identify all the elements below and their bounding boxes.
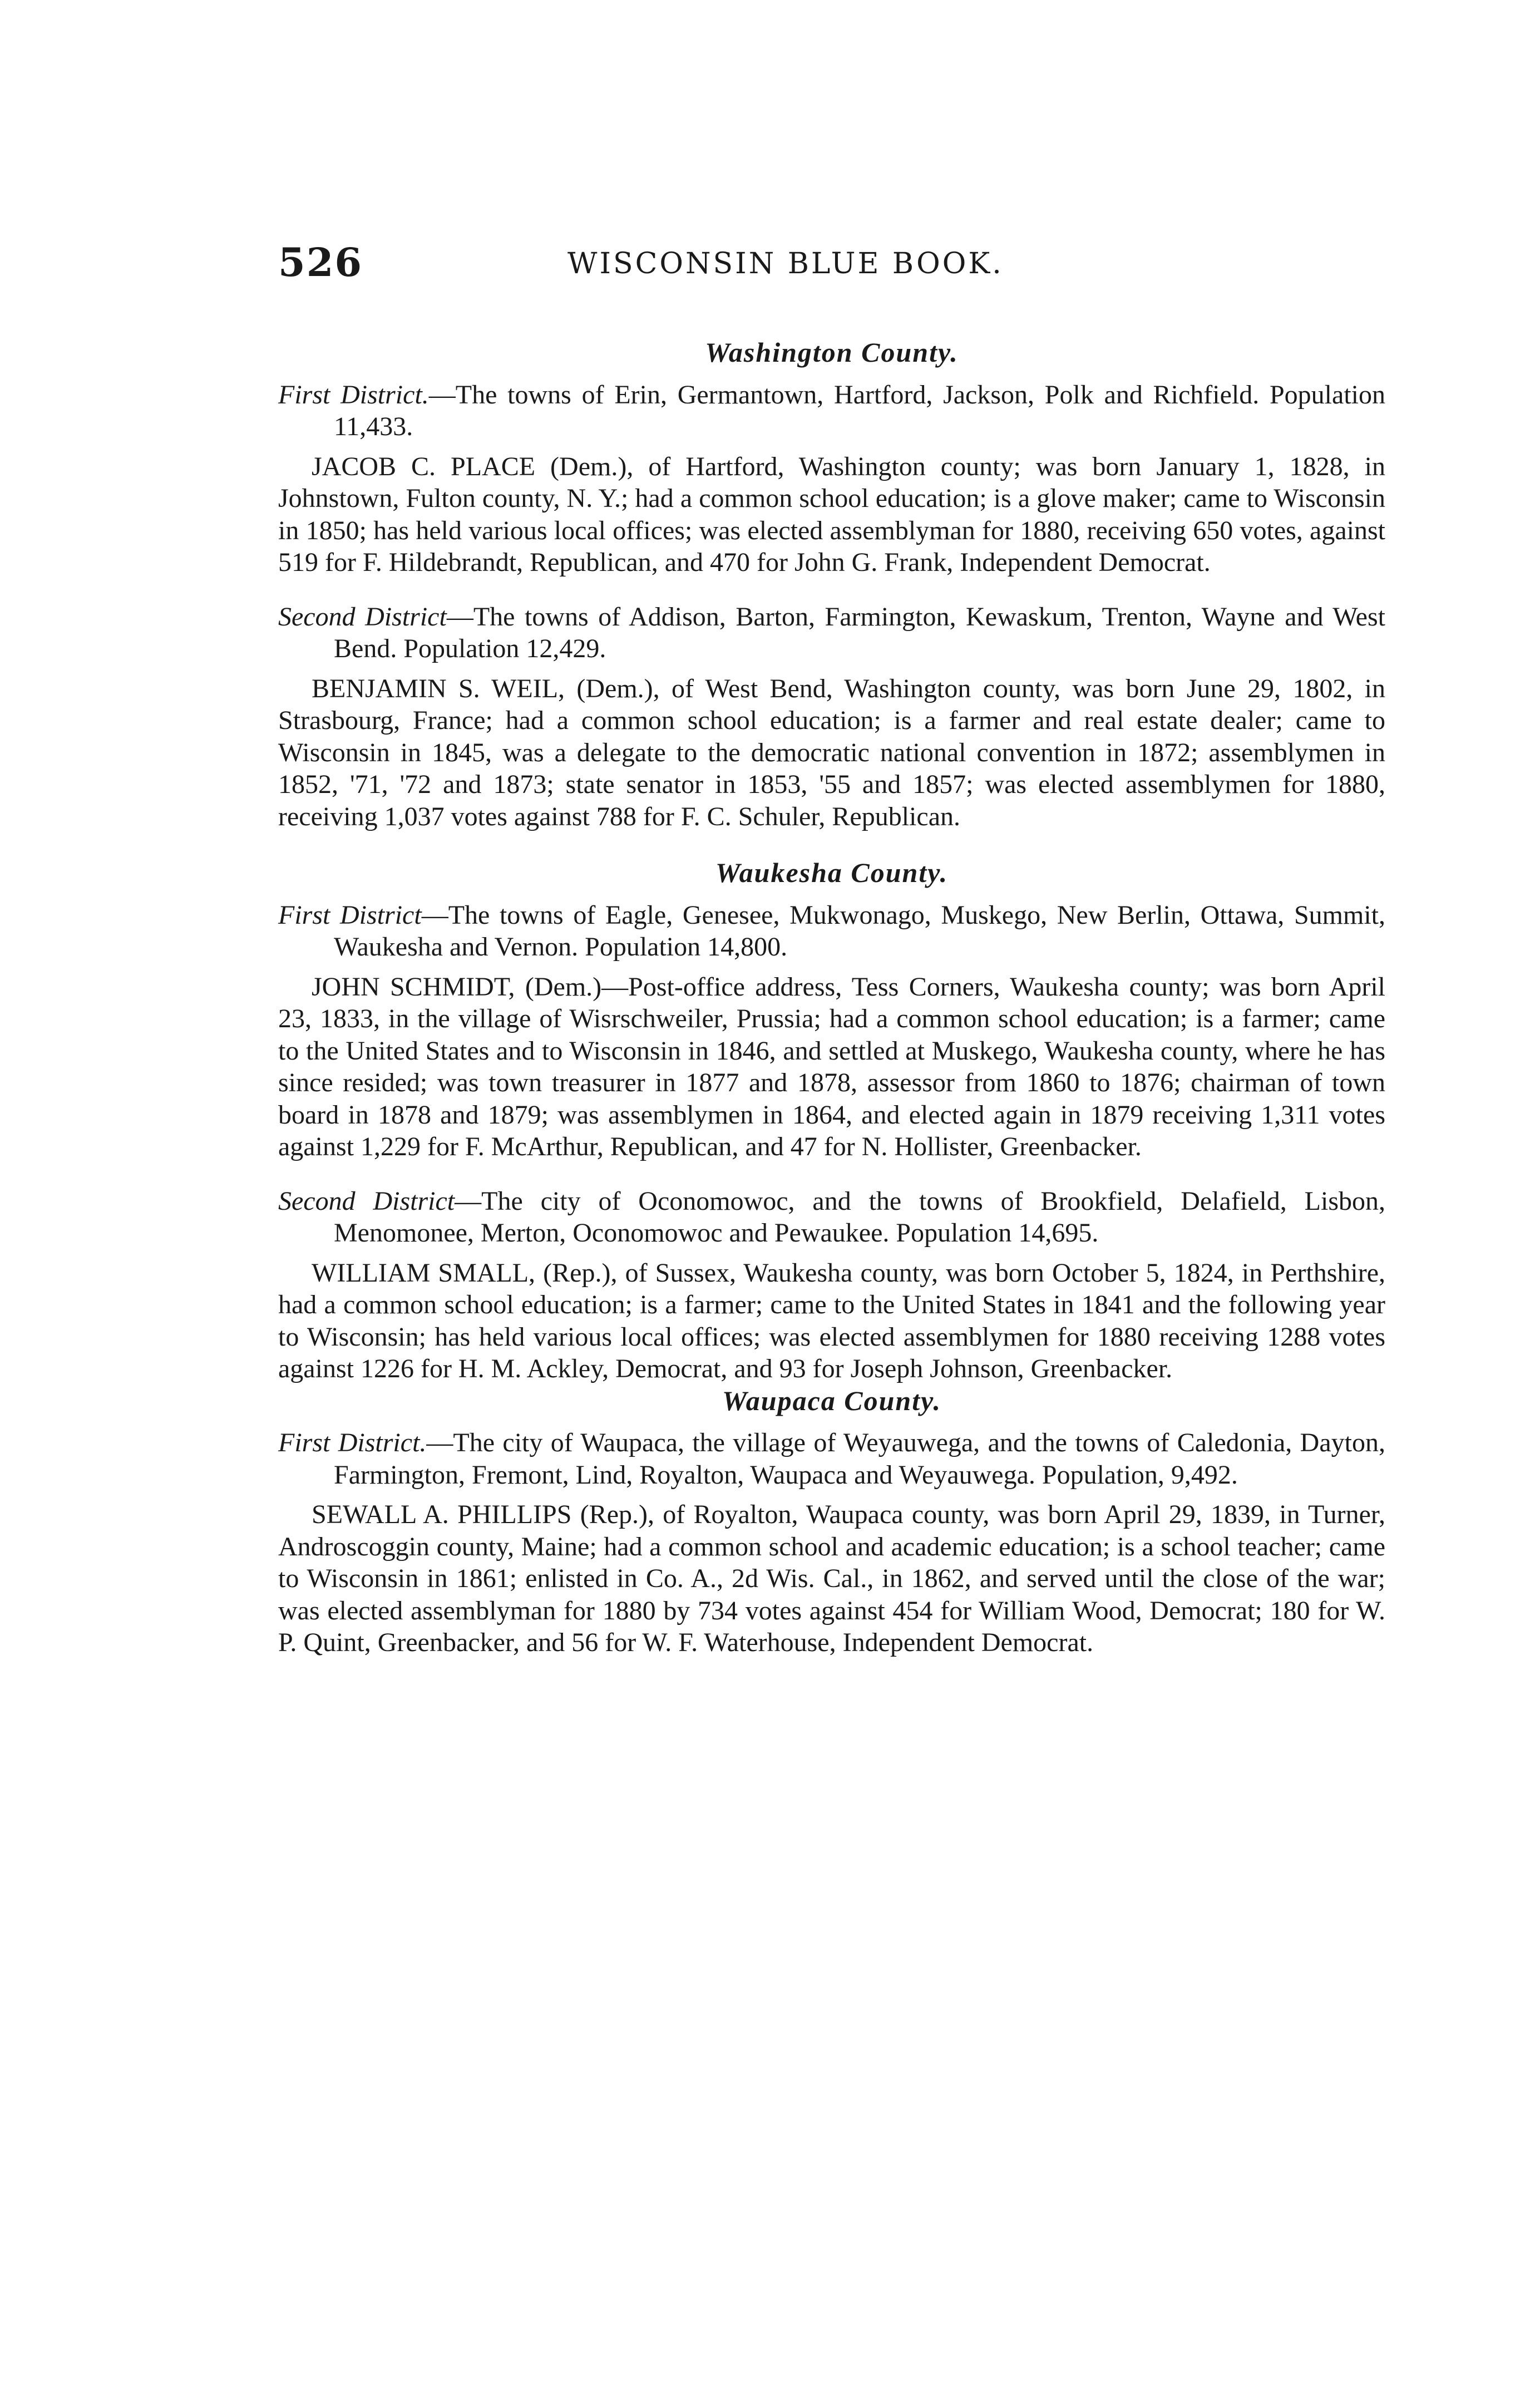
district-label: First District. bbox=[278, 380, 429, 410]
biography-sewall-a-phillips: SEWALL A. PHILLIPS (Rep.), of Royalton, Waupaca county, was born April 29, 1839, in Turner, Androscoggin county, Maine; had a common school and academic education; is a school teacher; came to Wisconsin in 1861; enlisted in Co. A., 2d Wis. Cal., in 1862, and served until the close of the war; was elected assemblyman for 1880 by 734 votes against 454 for William Wood, Democrat; 180 for W. P. Quint, Greenbacker, and 56 for W. F. Waterhouse, Independent Democrat. bbox=[278, 1500, 1385, 1657]
district-description: —The city of Oconomowoc, and the towns of Brookfield, Delafield, Lisbon, Menomonee, Merton, Oconomowoc and Pewaukee. Population 14,695. bbox=[334, 1186, 1385, 1248]
district-description: —The towns of Eagle, Genesee, Mukwonago, Muskego, New Berlin, Ottawa, Summit, Waukesha and Vernon. Population 14,800. bbox=[334, 900, 1385, 962]
district-description: —The towns of Addison, Barton, Farmington, Kewaskum, Trenton, Wayne and West Bend. Population 12,429. bbox=[334, 602, 1386, 663]
page-header bbox=[278, 239, 1385, 300]
biography-benjamin-s-weil: BENJAMIN S. WEIL, (Dem.), of West Bend, Washington county, was born June 29, 1802, in Strasbourg, France; had a common school education; is a farmer and real estate dealer; came to Wisconsin in 1845, was a delegate to the democratic national convention in 1872; assemblymen in 1852, '71, '72 and 1873; state senator in 1853, '55 and 1857; was elected assemblymen for 1880, receiving 1,037 votes against 788 for F. C. Schuler, Republican. bbox=[278, 673, 1385, 831]
biography-jacob-c-place: JACOB C. PLACE (Dem.), of Hartford, Washington county; was born January 1, 1828, in Johnstown, Fulton county, N. Y.; had a common school education; is a glove maker; came to Wisconsin in 1850; has held various local offices; was elected assemblyman for 1880, receiving 650 votes, against 519 for F. Hildebrandt, Republican, and 470 for John G. Frank, Independent Democrat. bbox=[278, 451, 1385, 577]
running-title: WISCONSIN BLUE BOOK. bbox=[567, 247, 1004, 280]
page-number: 526 bbox=[278, 239, 363, 285]
district-waukesha-second bbox=[278, 1185, 1385, 1249]
district-washington-second bbox=[278, 601, 1385, 665]
district-label: Second District bbox=[278, 1186, 455, 1216]
district-label: Second District bbox=[278, 602, 447, 632]
district-waupaca-first bbox=[278, 1427, 1385, 1491]
district-waukesha-first bbox=[278, 899, 1385, 963]
county-heading-waukesha: Waukesha County. bbox=[715, 857, 949, 888]
biography-william-small: WILLIAM SMALL, (Rep.), of Sussex, Waukesha county, was born October 5, 1824, in Perthshire, had a common school education; is a farmer; came to the United States in 1841 and the following year to Wisconsin; has held various local offices; was elected assemblymen for 1880 receiving 1288 votes against 1226 for H. M. Ackley, Democrat, and 93 for Joseph Johnson, Greenbacker. bbox=[278, 1258, 1385, 1383]
district-label: First District. bbox=[278, 1428, 427, 1457]
district-description: —The city of Waupaca, the village of Weyauwega, and the towns of Caledonia, Dayton, Farmington, Fremont, Lind, Royalton, Waupaca and Weyauwega. Population, 9,492. bbox=[334, 1428, 1385, 1490]
county-heading-washington: Washington County. bbox=[705, 337, 959, 368]
book-page bbox=[278, 0, 1385, 2404]
page-body bbox=[278, 337, 1385, 1659]
district-label: First District bbox=[278, 900, 422, 930]
district-description: —The towns of Erin, Germantown, Hartford, Jackson, Polk and Richfield. Population 11,433. bbox=[334, 380, 1385, 441]
biography-john-schmidt: JOHN SCHMIDT, (Dem.)—Post-office address, Tess Corners, Waukesha county; was born April 23, 1833, in the village of Wisrschweiler, Prussia; had a common school education; is a farmer; came to the United States and to Wisconsin in 1846, and settled at Muskego, Waukesha county, where he has since resided; was town treasurer in 1877 and 1878, assessor from 1860 to 1876; chairman of town board in 1878 and 1879; was assemblymen in 1864, and elected again in 1879 receiving 1,311 votes against 1,229 for F. McArthur, Republican, and 47 for N. Hollister, Greenbacker. bbox=[278, 972, 1385, 1161]
district-washington-first bbox=[278, 379, 1385, 443]
county-heading-waupaca: Waupaca County. bbox=[722, 1385, 941, 1416]
